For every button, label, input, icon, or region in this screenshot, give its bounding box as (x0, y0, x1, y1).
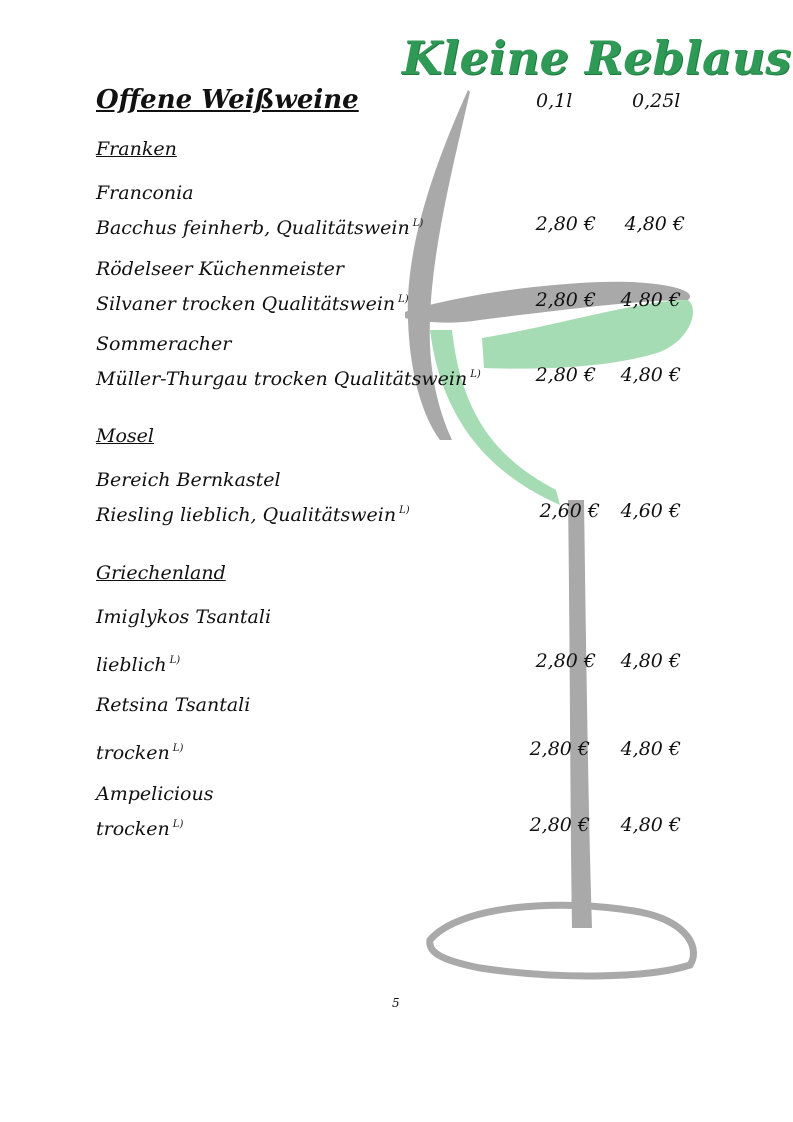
price-small: 2,80 € (535, 364, 596, 386)
wine-producer: Rödelseer Küchenmeister (96, 258, 345, 280)
price-small: 2,80 € (535, 650, 596, 672)
column-header-large: 0,25l (632, 90, 681, 112)
wine-description (96, 363, 481, 391)
wine-producer: Retsina Tsantali (96, 694, 251, 716)
price-small: 2,80 € (529, 738, 590, 760)
wine-description (96, 212, 423, 240)
region-heading-franken: Franken (96, 138, 177, 160)
wine-description (96, 813, 183, 841)
allergen-note: L) (398, 294, 409, 305)
wine-variety: lieblich (96, 654, 167, 676)
restaurant-logo: Kleine Reblaus (402, 31, 792, 85)
column-header-small: 0,1l (536, 90, 573, 112)
price-small: 2,80 € (529, 814, 590, 836)
allergen-note: L) (172, 819, 184, 830)
region-heading-mosel: Mosel (96, 425, 154, 447)
price-large: 4,80 € (620, 364, 681, 386)
price-large: 4,80 € (620, 738, 681, 760)
allergen-note: L) (412, 218, 424, 229)
wine-producer: Imiglykos Tsantali (96, 606, 272, 628)
wine-variety: Silvaner trocken Qualitätswein (96, 293, 396, 315)
allergen-note: L) (169, 655, 181, 666)
wine-description (96, 288, 409, 316)
price-large: 4,80 € (620, 814, 681, 836)
wine-variety: Bacchus feinherb, Qualitätswein (96, 217, 410, 239)
page-title: Offene Weißweine (96, 85, 359, 115)
wine-producer: Sommeracher (96, 333, 232, 355)
wine-variety: trocken (96, 818, 170, 840)
allergen-note: L) (470, 369, 481, 380)
wine-description (96, 499, 410, 527)
price-small: 2,80 € (535, 213, 596, 235)
price-small: 2,80 € (535, 289, 596, 311)
wine-producer: Bereich Bernkastel (96, 469, 281, 491)
price-large: 4,80 € (624, 213, 685, 235)
price-large: 4,60 € (620, 500, 681, 522)
price-small: 2,60 € (539, 500, 600, 522)
allergen-note: L) (399, 505, 410, 516)
wine-description (96, 737, 183, 765)
wine-variety: Müller-Thurgau trocken Qualitätswein (96, 368, 468, 390)
region-heading-griechenland: Griechenland (96, 562, 226, 584)
price-large: 4,80 € (620, 650, 681, 672)
wine-description (96, 649, 180, 677)
price-large: 4,80 € (620, 289, 681, 311)
wine-producer: Ampelicious (96, 783, 214, 805)
wine-producer: Franconia (96, 182, 194, 204)
wine-variety: trocken (96, 742, 170, 764)
allergen-note: L) (172, 743, 184, 754)
page-number: 5 (392, 996, 400, 1010)
wine-variety: Riesling lieblich, Qualitätswein (96, 504, 397, 526)
